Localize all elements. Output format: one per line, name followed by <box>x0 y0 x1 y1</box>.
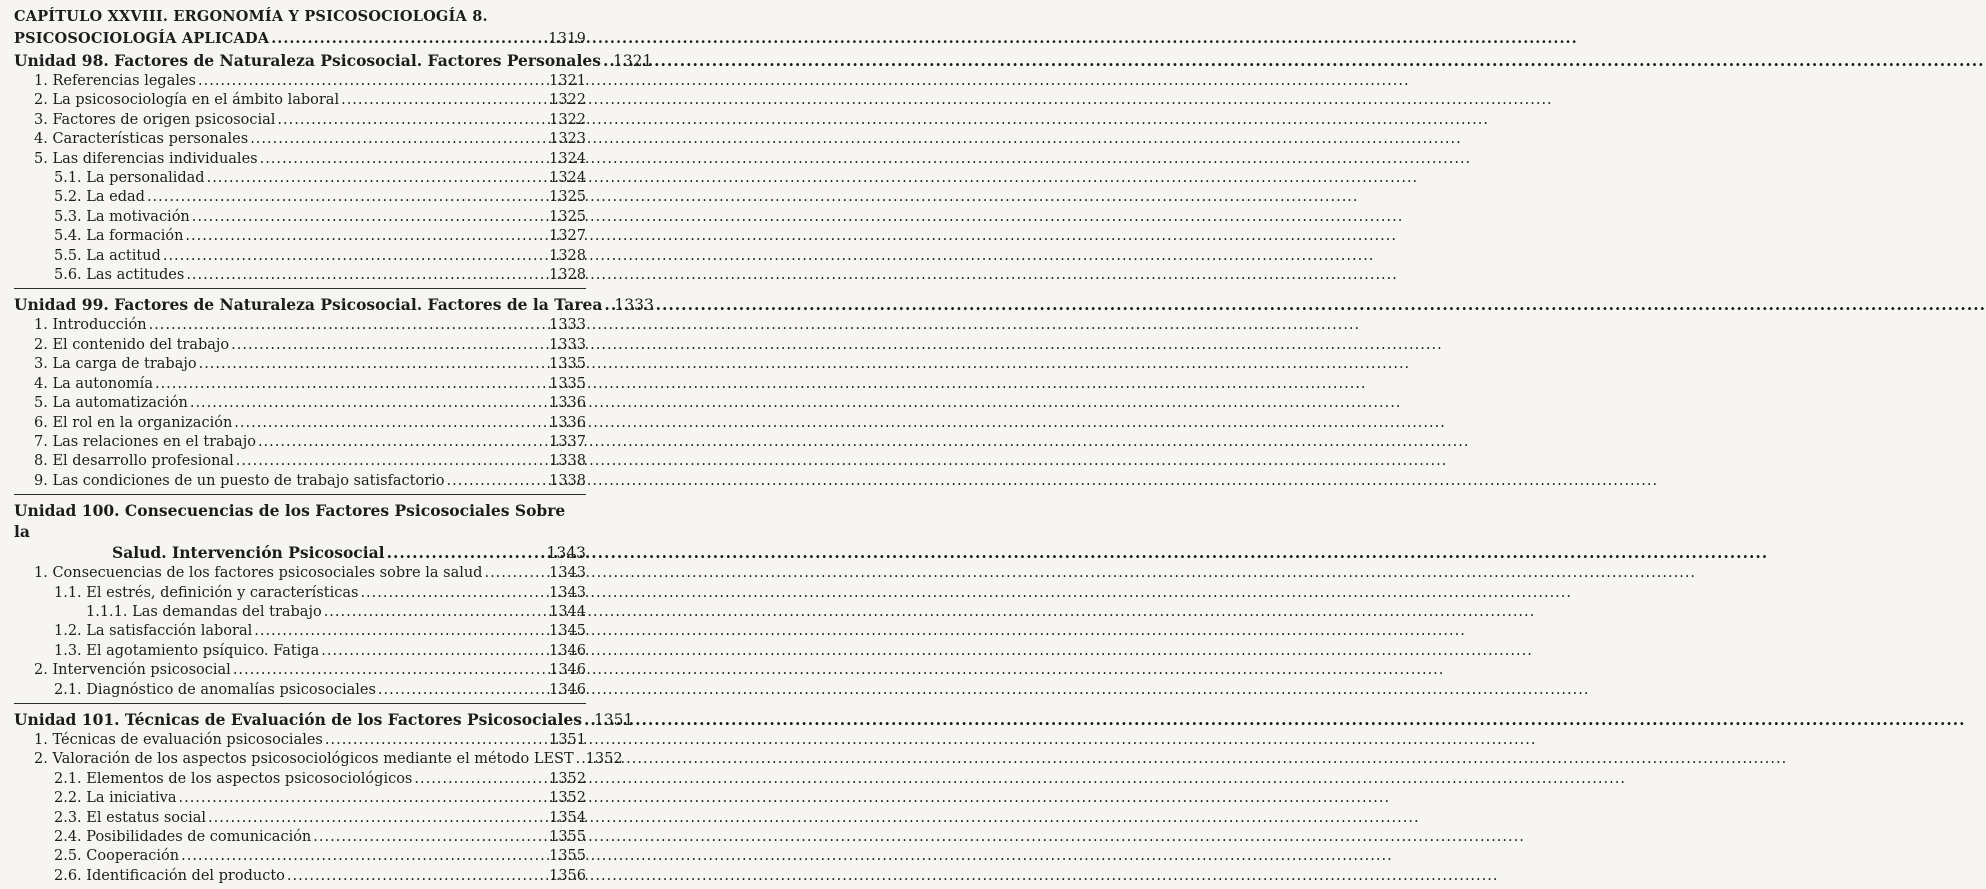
toc-entry <box>14 731 586 750</box>
unit-title: Unidad 100. Consecuencias de los Factores Psicosociales Sobre la <box>14 501 566 542</box>
unit-title-row <box>14 50 653 72</box>
leader-dots <box>484 564 547 583</box>
chapter-title-line1: CAPÍTULO XXVIII. ERGONOMÍA Y PSICOSOCIOLOGÍA 8. <box>14 8 488 25</box>
toc-entry <box>14 847 586 866</box>
leader-dots <box>181 847 547 866</box>
toc-entry <box>14 316 586 335</box>
entry-text: 4. La autonomía <box>34 375 153 392</box>
entry-page: 1355 <box>549 829 586 845</box>
leader-dots <box>198 72 547 91</box>
toc-entry <box>14 188 586 207</box>
toc-entry <box>14 111 586 130</box>
leader-dots <box>254 622 547 641</box>
entry-page: 1321 <box>549 73 586 89</box>
toc-entry <box>14 452 586 471</box>
unit-title-row <box>14 709 634 731</box>
unit-page: 1321 <box>612 52 653 70</box>
toc-entry <box>14 564 586 583</box>
entry-page: 1335 <box>549 375 586 392</box>
leader-dots <box>236 452 547 471</box>
entry-text: 2. El contenido del trabajo <box>34 336 230 353</box>
entry-page: 1324 <box>549 150 586 167</box>
unit-title: Unidad 101. Técnicas de Evaluación de los Factores Psicosociales <box>14 709 582 729</box>
entry-text: 1. Técnicas de evaluación psicosociales <box>34 731 323 748</box>
leader-dots <box>199 355 548 374</box>
leader-dots <box>190 394 547 413</box>
leader-dots <box>324 603 547 622</box>
entry-text: 5.2. La edad <box>54 189 145 206</box>
entry-page: 1327 <box>549 228 586 245</box>
entry-text: 5.3. La motivación <box>54 208 190 225</box>
leader-dots <box>163 247 547 266</box>
entry-text: 2. Valoración de los aspectos psicosociológicos mediante el método LEST <box>34 751 574 768</box>
leader-dots <box>234 414 547 433</box>
entry-page: 1356 <box>549 867 586 884</box>
unit-page: 1351 <box>593 710 634 729</box>
toc-entry <box>14 750 623 769</box>
toc-entry <box>14 336 586 355</box>
entry-page: 1336 <box>549 395 586 412</box>
entry-text: 2.1. Elementos de los aspectos psicosociológicos <box>54 770 413 787</box>
unit-page: 1333 <box>614 296 654 315</box>
toc-entry <box>14 266 586 285</box>
entry-page: 1346 <box>549 681 586 698</box>
toc-entry <box>14 828 586 847</box>
leader-dots <box>277 111 547 130</box>
leader-dots <box>208 809 547 828</box>
leader-dots <box>149 316 548 335</box>
entry-text: 3. La carga de trabajo <box>34 356 197 373</box>
leader-dots <box>287 867 547 886</box>
entry-text: 1.1.1. Las demandas del trabajo <box>86 603 322 620</box>
entry-page: 1351 <box>549 731 586 748</box>
chapter-subtitle: PSICOSOCIOLOGÍA APLICADA <box>14 30 270 47</box>
entry-text: 3. Factores de origen psicosocial <box>34 111 276 128</box>
chapter-heading <box>14 6 586 50</box>
entry-page: 1322 <box>549 111 586 128</box>
toc-entry <box>14 661 586 680</box>
entry-page: 1328 <box>549 267 586 284</box>
entry-page: 1335 <box>549 356 586 373</box>
entry-text: 1. Consecuencias de los factores psicosociales sobre la salud <box>34 565 483 582</box>
unit-title-cont <box>14 542 586 564</box>
entry-text: 5.1. La personalidad <box>54 170 205 187</box>
entry-text: 5.6. Las actitudes <box>54 267 185 284</box>
entry-page: 1325 <box>549 208 586 225</box>
entry-page: 1343 <box>549 565 586 582</box>
entry-text: 5. Las diferencias individuales <box>34 150 258 167</box>
toc-entry <box>14 867 586 886</box>
leader-dots <box>313 828 547 847</box>
leader-dots <box>603 50 611 71</box>
entry-page: 1352 <box>549 790 586 807</box>
toc-entry <box>14 150 586 169</box>
leader-dots <box>360 584 547 603</box>
leader-dots <box>250 130 547 149</box>
leader-dots <box>258 433 547 452</box>
entry-text: 1.2. La satisfacción laboral <box>54 623 253 640</box>
entry-page: 1336 <box>549 414 586 431</box>
entry-page: 1338 <box>549 472 586 489</box>
entry-page: 1333 <box>549 317 586 334</box>
entry-page: 1325 <box>549 189 586 206</box>
entry-text: 8. El desarrollo profesional <box>34 453 234 470</box>
chapter-page: 1319 <box>548 31 586 47</box>
entry-page: 1324 <box>549 170 586 187</box>
entry-page: 1352 <box>549 770 586 787</box>
leader-dots <box>341 91 547 110</box>
leader-dots <box>447 472 548 491</box>
unit-title-part2: Salud. Intervención Psicosocial <box>112 543 385 563</box>
entry-text: 1.1. El estrés, definición y características <box>54 584 359 601</box>
leader-dots <box>155 375 547 394</box>
toc-entry <box>14 208 586 227</box>
toc-page <box>0 0 654 884</box>
entry-page: 1343 <box>549 584 586 601</box>
unit-title: Unidad 99. Factores de Naturaleza Psicosocial. Factores de la Tarea <box>14 295 603 315</box>
toc-unit-2 <box>14 500 586 704</box>
entry-page: 1345 <box>549 623 586 640</box>
leader-dots <box>185 227 547 246</box>
leader-dots <box>604 294 612 315</box>
leader-dots <box>147 188 547 207</box>
toc-entry <box>14 227 586 246</box>
toc-entry <box>14 414 586 433</box>
unit-title-row <box>14 294 654 316</box>
unit-page: 1343 <box>546 544 586 563</box>
leader-dots <box>576 750 584 769</box>
leader-dots <box>414 770 547 789</box>
toc-entry <box>14 622 586 641</box>
entry-text: 2.3. El estatus social <box>54 809 207 826</box>
leader-dots <box>584 709 592 730</box>
entry-text: 1. Introducción <box>34 317 147 334</box>
entry-page: 1346 <box>549 662 586 679</box>
entry-page: 1352 <box>585 751 623 768</box>
toc-entry <box>14 770 586 789</box>
entry-text: 5.4. La formación <box>54 228 184 245</box>
leader-dots <box>378 681 547 700</box>
leader-dots <box>192 208 547 227</box>
toc-units <box>14 50 654 889</box>
toc-unit-1 <box>14 294 654 495</box>
entry-page: 1338 <box>549 453 586 470</box>
entry-page: 1337 <box>549 433 586 450</box>
entry-text: 2.2. La iniciativa <box>54 790 177 807</box>
leader-dots <box>321 642 547 661</box>
leader-dots <box>178 789 547 808</box>
entry-text: 9. Las condiciones de un puesto de trabajo satisfactorio <box>34 472 445 489</box>
entry-text: 6. El rol en la organización <box>34 414 233 431</box>
entry-text: 5. La automatización <box>34 395 188 412</box>
unit-title: Unidad 98. Factores de Naturaleza Psicosocial. Factores Personales <box>14 51 601 70</box>
entry-text: 7. Las relaciones en el trabajo <box>34 433 256 450</box>
toc-entry <box>14 247 586 266</box>
entry-page: 1354 <box>549 809 586 826</box>
entry-text: 1.3. El agotamiento psíquico. Fatiga <box>54 642 320 659</box>
chapter-title-line2 <box>14 28 586 50</box>
entry-page: 1355 <box>549 848 586 865</box>
toc-entry <box>14 789 586 808</box>
toc-entry <box>14 394 586 413</box>
entry-page: 1344 <box>549 603 586 620</box>
toc-entry <box>14 584 586 603</box>
leader-dots <box>325 731 547 750</box>
leader-dots <box>260 150 548 169</box>
toc-entry <box>14 375 586 394</box>
entry-text: 5.5. La actitud <box>54 247 161 264</box>
toc-unit-0 <box>14 50 653 289</box>
toc-entry <box>14 433 586 452</box>
leader-dots <box>387 542 545 563</box>
toc-entry <box>14 72 586 91</box>
entry-text: 2.1. Diagnóstico de anomalías psicosociales <box>54 681 376 698</box>
entry-page: 1328 <box>549 247 586 264</box>
entry-text: 2.5. Cooperación <box>54 848 180 865</box>
leader-dots <box>231 336 547 355</box>
entry-text: 2.6. Identificación del producto <box>54 867 285 884</box>
toc-entry <box>14 681 586 700</box>
entry-page: 1323 <box>549 131 586 148</box>
toc-entry <box>14 130 586 149</box>
toc-entry <box>14 809 586 828</box>
toc-entry <box>14 603 586 622</box>
toc-entry <box>14 472 586 491</box>
entry-text: 2. La psicosociología en el ámbito laboral <box>34 92 340 109</box>
entry-text: 2. Intervención psicosocial <box>34 662 231 679</box>
entry-page: 1322 <box>549 92 586 109</box>
toc-unit-3 <box>14 709 634 889</box>
leader-dots <box>233 661 547 680</box>
entry-page: 1333 <box>549 336 586 353</box>
entry-text: 4. Características personales <box>34 131 249 148</box>
toc-entry <box>14 91 586 110</box>
toc-entry <box>14 355 586 374</box>
leader-dots <box>186 266 547 285</box>
leader-dots <box>271 28 546 50</box>
toc-entry <box>14 642 586 661</box>
toc-entry <box>14 169 586 188</box>
leader-dots <box>207 169 548 188</box>
entry-text: 2.4. Posibilidades de comunicación <box>54 829 312 845</box>
entry-text: 1. Referencias legales <box>34 73 196 89</box>
entry-page: 1346 <box>549 642 586 659</box>
